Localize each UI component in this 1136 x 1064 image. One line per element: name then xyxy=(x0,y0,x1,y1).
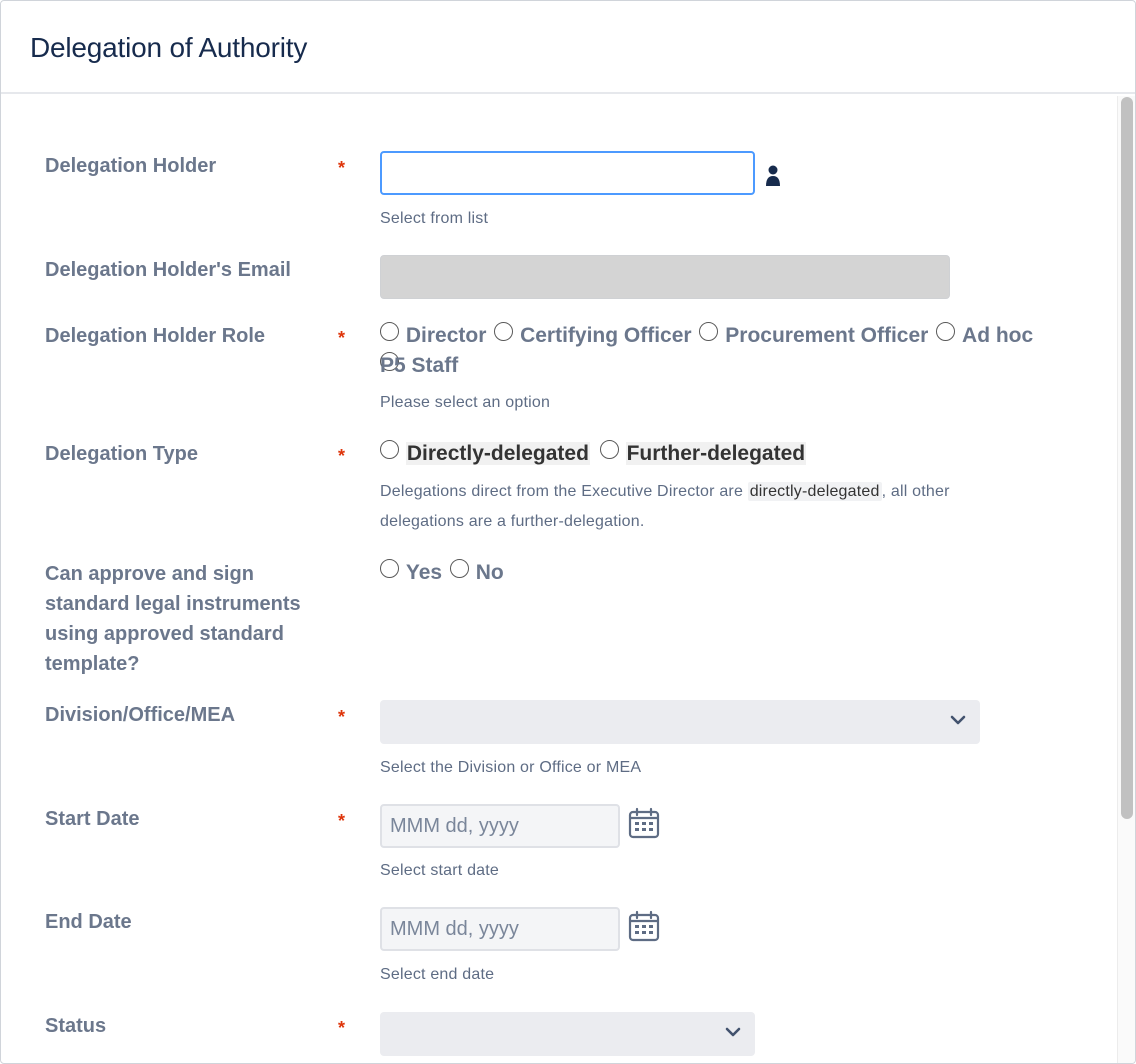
role-option-label: P5 Staff xyxy=(380,354,459,377)
status-select[interactable] xyxy=(380,1012,755,1056)
delegation-holder-role-help: Please select an option xyxy=(380,394,551,411)
chevron-down-icon xyxy=(948,710,968,730)
dialog-header xyxy=(1,1,1135,94)
role-option-wrap xyxy=(380,351,460,381)
role-radio-director[interactable] xyxy=(380,322,399,341)
delegation-holder-label: Delegation Holder xyxy=(45,155,217,177)
legal-instruments-label xyxy=(45,559,345,679)
required-marker: * xyxy=(338,158,346,178)
role-radio-group xyxy=(380,321,1060,381)
required-marker: * xyxy=(338,1018,346,1038)
delegation-type-help-code: directly-delegated xyxy=(749,483,880,500)
type-option-label: Directly-delegated xyxy=(406,442,589,465)
role-radio-ad-hoc[interactable] xyxy=(936,322,955,341)
end-date-input[interactable]: MMM dd, yyyy xyxy=(380,907,620,951)
legal-radio-yes[interactable] xyxy=(380,559,399,578)
scrollbar-thumb[interactable] xyxy=(1121,97,1133,819)
type-radio-directly-delegated[interactable] xyxy=(380,440,399,459)
dialog-title: Delegation of Authority xyxy=(30,32,308,63)
user-icon[interactable] xyxy=(764,161,782,187)
chevron-down-icon xyxy=(723,1022,743,1042)
division-label: Division/Office/MEA xyxy=(45,704,236,726)
end-date-help: Select end date xyxy=(380,966,495,983)
role-option-label: Certifying Officer xyxy=(520,324,692,347)
legal-option-label: No xyxy=(475,561,504,584)
start-date-input[interactable]: MMM dd, yyyy xyxy=(380,804,620,848)
legal-radio-group xyxy=(380,558,506,588)
type-radio-group xyxy=(380,439,806,469)
delegation-holder-role-label: Delegation Holder Role xyxy=(45,325,266,347)
delegation-type-help-line2: delegations are a further-delegation. xyxy=(380,513,645,530)
required-marker: * xyxy=(338,446,346,466)
required-marker: * xyxy=(338,811,346,831)
role-option-label: Director xyxy=(405,324,487,347)
delegation-type-help-text: Delegations direct from the Executive Director are xyxy=(380,483,744,500)
role-radio-procurement-officer[interactable] xyxy=(699,322,718,341)
legal-label-line: standard legal instruments xyxy=(45,593,301,615)
calendar-icon[interactable] xyxy=(628,807,660,839)
delegation-holder-input[interactable] xyxy=(380,151,755,195)
legal-option-label: Yes xyxy=(405,561,443,584)
legal-radio-no[interactable] xyxy=(450,559,469,578)
role-option-label: Procurement Officer xyxy=(725,324,929,347)
delegation-holder-email-field xyxy=(380,255,950,299)
required-marker: * xyxy=(338,328,346,348)
status-label: Status xyxy=(45,1015,107,1037)
division-help: Select the Division or Office or MEA xyxy=(380,759,642,776)
required-marker: * xyxy=(338,707,346,727)
legal-label-line: using approved standard xyxy=(45,623,284,645)
legal-label-line: Can approve and sign xyxy=(45,563,254,585)
type-radio-further-delegated[interactable] xyxy=(600,440,619,459)
delegation-type-label: Delegation Type xyxy=(45,443,198,465)
type-option-label: Further-delegated xyxy=(626,442,806,465)
delegation-holder-help: Select from list xyxy=(380,210,489,227)
delegation-type-help-text: , all other xyxy=(881,483,950,500)
start-date-label: Start Date xyxy=(45,808,140,830)
delegation-holder-email-label: Delegation Holder's Email xyxy=(45,259,291,281)
division-select[interactable] xyxy=(380,700,980,744)
start-date-help: Select start date xyxy=(380,862,500,879)
role-option-label: Ad hoc xyxy=(962,324,1034,347)
end-date-label: End Date xyxy=(45,911,132,933)
delegation-type-help xyxy=(380,477,950,507)
legal-label-line: template? xyxy=(45,653,140,675)
role-radio-certifying-officer[interactable] xyxy=(494,322,513,341)
calendar-icon[interactable] xyxy=(628,910,660,942)
